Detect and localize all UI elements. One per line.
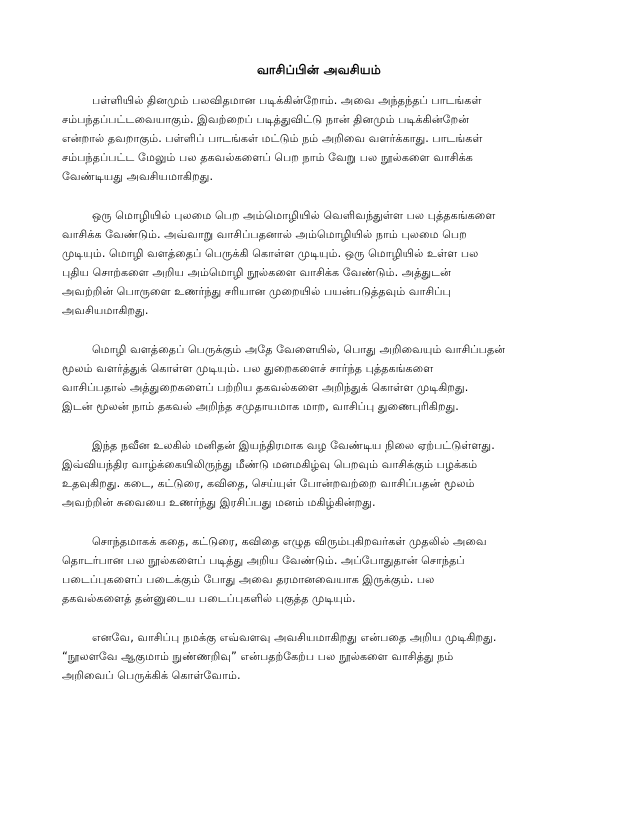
paragraph-1	[62, 91, 576, 186]
paragraph-line: இடன் மூலன் நாம் தகவல் அறிந்த சமுதாயமாக மாற, வாசிப்பு துணைபுரிகிறது.	[62, 400, 459, 413]
paragraph-line: முடியும். மொழி வளத்தைப் பெருக்கி கொள்ள முடியும். ஒரு மொழியில் உள்ள பல	[62, 247, 479, 260]
paragraph-line: தொடர்பான பல நூல்களைப் படித்து அறிய வேண்டும். அப்போதுதான் சொந்தப்	[62, 554, 465, 567]
paragraph-line: இவ்வியந்திர வாழ்க்கையிலிருந்து மீண்டு மனமகிழ்வு பெறவும் வாசிக்கும் பழக்கம்	[62, 458, 478, 471]
paragraph-line: “நூலளவே ஆகுமாம் நுண்ணறிவு” என்பதற்கேற்ப பல நூல்களை வாசித்து நம்	[62, 650, 454, 663]
paragraph-line: ஒரு மொழியில் புலமை பெற அம்மொழியில் வெளிவந்துள்ள பல புத்தகங்களை	[92, 209, 496, 222]
paragraph-line: வேண்டியது அவசியமாகிறது.	[62, 170, 214, 183]
paragraph-line: சம்பந்தப்பட்டவையாகும். இவற்றைப் படித்துவிட்டு நான் தினமும் படிக்கின்றேன்	[62, 113, 470, 126]
paragraph-line: என்றால் தவறாகும். பள்ளிப் பாடங்கள் மட்டும் நம் அறிவை வளர்க்காது. பாடங்கள்	[62, 132, 483, 145]
paragraph-3	[62, 340, 576, 416]
paragraph-line: மூலம் வளர்த்துக் கொள்ள முடியும். பல துறைகளைச் சார்ந்த புத்தகங்களை	[62, 362, 434, 375]
paragraph-line: அறிவைப் பெருக்கிக் கொள்வோம்.	[62, 669, 241, 682]
paragraph-line: உதவுகிறது. கடை, கட்டுரை, கவிதை, செய்யுள் போன்றவற்றை வாசிப்பதன் மூலம்	[62, 477, 475, 490]
paragraph-6	[62, 628, 576, 685]
paragraph-2	[62, 206, 576, 320]
paragraph-line: வாசிக்க வேண்டும். அவ்வாறு வாசிப்பதனால் அம்மொழியில் நாம் புலமை பெற	[62, 228, 467, 241]
paragraph-line: தகவல்களைத் தன்னுடைய படைப்புகளில் புகுத்த முடியும்.	[62, 592, 356, 605]
paragraph-line: அவசியமாகிறது.	[62, 304, 149, 317]
paragraph-line: படைப்புகளைப் படைக்கும் போது அவை தரமானவையாக இருக்கும். பல	[62, 573, 435, 586]
paragraph-line: பள்ளியில் தினமும் பலவிதமான படிக்கின்றோம். அவை அந்தந்தப் பாடங்கள்	[92, 94, 482, 107]
paragraph-line: சொந்தமாகக் கதை, கட்டுரை, கவிதை எழுத விரும்புகிறவர்கள் முதலில் அவை	[92, 535, 487, 548]
paragraph-line: அவற்றின் சுவையை உணர்ந்து இரசிப்பது மனம் மகிழ்கின்றது.	[62, 496, 376, 509]
paragraph-line: மொழி வளத்தைப் பெருக்கும் அதே வேளையில், பொது அறிவையும் வாசிப்பதன்	[92, 343, 506, 356]
document-page	[62, 62, 576, 705]
paragraph-line: புதிய சொற்களை அறிய அம்மொழி நூல்களை வாசிக்க வேண்டும். அத்துடன்	[62, 266, 451, 279]
paragraph-4	[62, 436, 576, 512]
paragraph-line: இந்த நவீன உலகில் மனிதன் இயந்திரமாக வழ வேண்டிய நிலை ஏற்பட்டுள்ளது.	[92, 439, 495, 452]
document-title: வாசிப்பின் அவசியம்	[256, 62, 382, 77]
paragraph-line: வாசிப்பதால் அத்துறைகளைப் பற்றிய தகவல்களை அறிந்துக் கொள்ள முடிகிறது.	[62, 381, 469, 394]
paragraph-5	[62, 532, 576, 608]
paragraph-line: அவற்றின் பொருளை உணர்ந்து சரியான முறையில் பயன்படுத்தவும் வாசிப்பு	[62, 285, 451, 298]
paragraph-line: எனவே, வாசிப்பு நமக்கு எவ்வளவு அவசியமாகிறது என்பதை அறிய முடிகிறது.	[92, 631, 497, 644]
paragraph-line: சம்பந்தப்பட்ட மேலும் பல தகவல்களைப் பெற நாம் வேறு பல நூல்களை வாசிக்க	[62, 151, 473, 164]
